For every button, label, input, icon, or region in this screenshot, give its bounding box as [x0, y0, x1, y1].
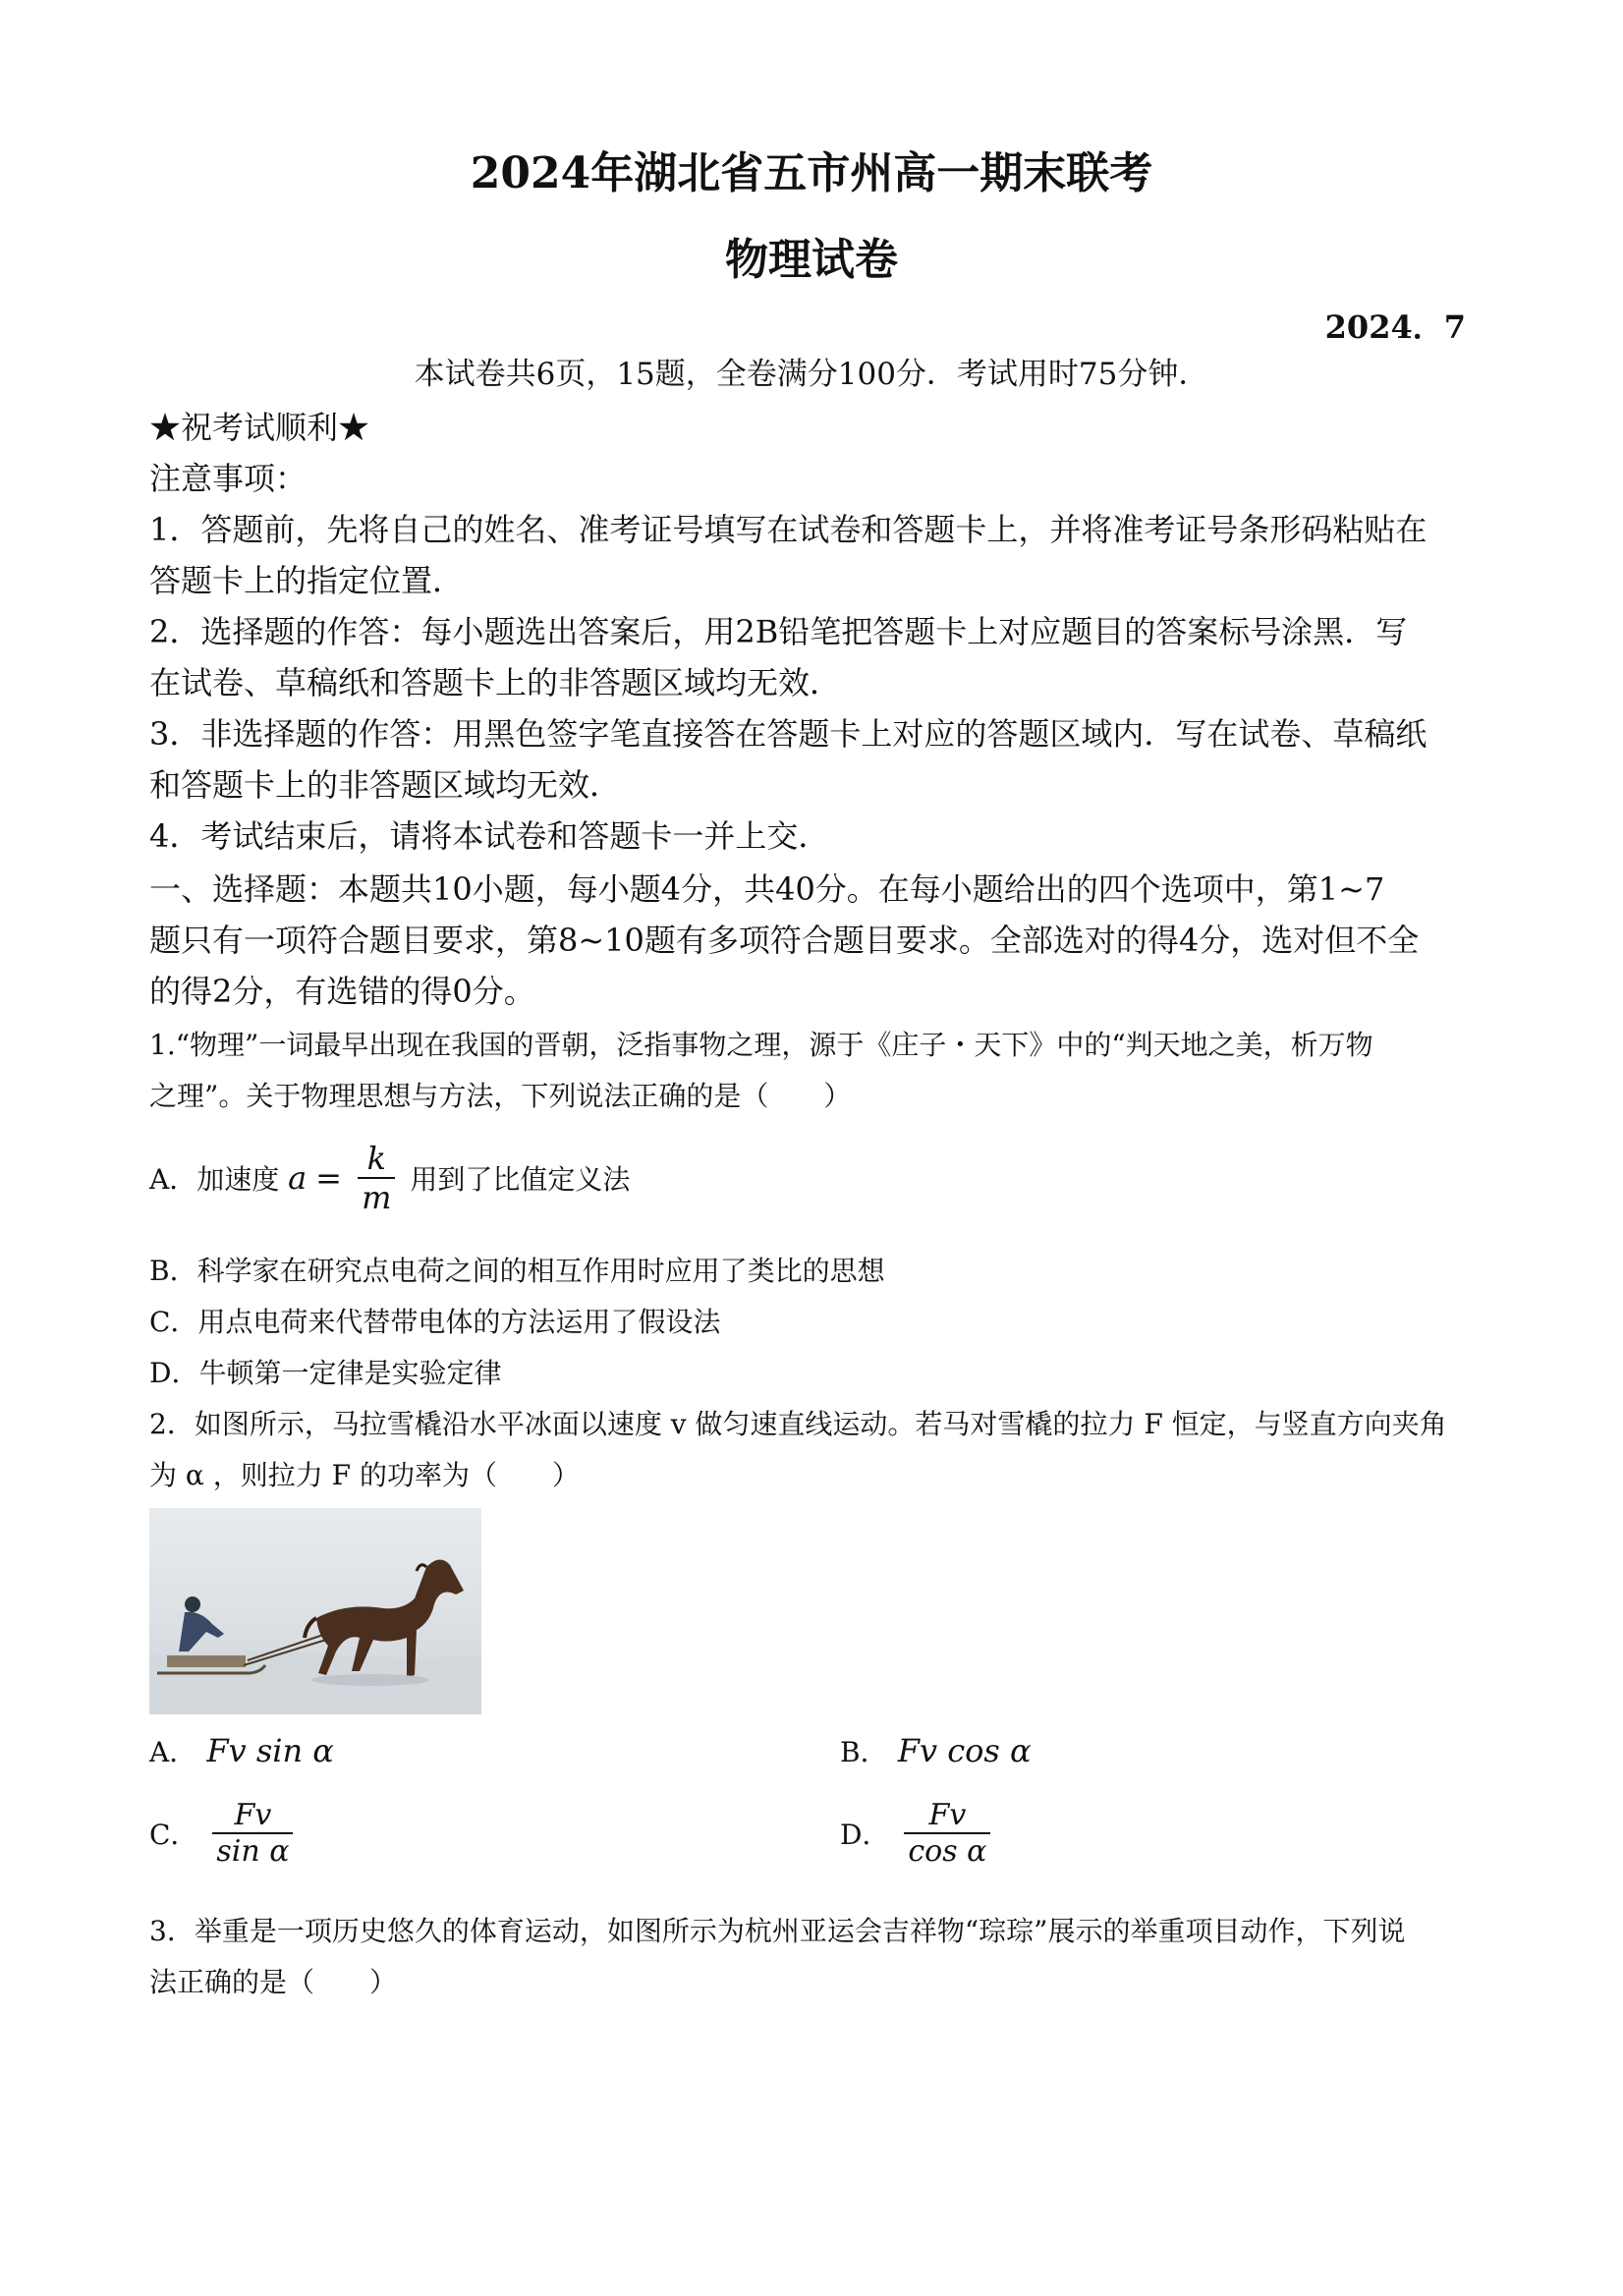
q1-option-a-var: a	[288, 1159, 308, 1197]
q2-option-d-fraction	[904, 1798, 990, 1869]
exam-info: 本试卷共6页，15题，全卷满分100分．考试用时75分钟．	[414, 357, 1209, 392]
q1-option-a	[149, 1140, 630, 1216]
horse-sled-photo	[149, 1508, 481, 1714]
fraction-denominator: sin α	[216, 1834, 290, 1869]
notice-line: 4．考试结束后，请将本试卷和答题卡一并上交．	[149, 817, 830, 855]
wish-line: ★祝考试顺利★	[149, 409, 370, 446]
q1-option-a-prefix: A．加速度	[149, 1163, 280, 1196]
fraction-numerator: Fv	[212, 1798, 293, 1834]
q1-option-a-eq: =	[315, 1159, 353, 1197]
question-1-text: 1.“物理”一词最早出现在我国的晋朝，泛指事物之理，源于《庄子・天下》中的“判天地之美，析万物	[149, 1029, 1373, 1061]
q2-option-c	[149, 1798, 299, 1869]
notice-line: 3．非选择题的作答：用黑色签字笔直接答在答题卡上对应的答题区域内．写在试卷、草稿纸	[149, 715, 1427, 753]
notice-heading: 注意事项：	[149, 460, 308, 497]
q2-option-c-fraction	[212, 1798, 293, 1869]
q1-option-b: B．科学家在研究点电荷之间的相互作用时应用了类比的思想	[149, 1255, 885, 1287]
exam-subtitle: 物理试卷	[725, 235, 898, 285]
q1-option-a-fraction	[358, 1140, 395, 1216]
fraction-denominator: cos α	[908, 1834, 987, 1869]
q2-option-d-label: D．	[840, 1819, 890, 1851]
question-3-text: 法正确的是（ ）	[149, 1966, 398, 1998]
question-3-text: 3．举重是一项历史悠久的体育运动，如图所示为杭州亚运会吉祥物“琮琮”展示的举重项目动作，下列说	[149, 1915, 1406, 1947]
section-instructions: 的得2分，有选错的得0分。	[149, 973, 535, 1010]
q2-option-b	[840, 1731, 1032, 1770]
question-2-text: 2．如图所示，马拉雪橇沿水平冰面以速度 v 做匀速直线运动。若马对雪橇的拉力 F 恒定，与竖直方向夹角	[149, 1408, 1447, 1440]
fraction-numerator: Fv	[904, 1798, 990, 1834]
q2-option-a-expr: Fv sin α	[206, 1732, 334, 1769]
question-2-text: 为 α ，则拉力 F 的功率为（ ）	[149, 1459, 580, 1491]
q2-option-c-label: C．	[149, 1819, 198, 1851]
exam-date: 2024．7	[1324, 308, 1466, 346]
q1-option-d: D．牛顿第一定律是实验定律	[149, 1357, 502, 1389]
notice-line: 1．答题前，先将自己的姓名、准考证号填写在试卷和答题卡上，并将准考证号条形码粘贴在	[149, 511, 1427, 548]
notice-line: 答题卡上的指定位置．	[149, 562, 465, 599]
fraction-denominator: m	[362, 1179, 392, 1216]
q1-option-a-suffix: 用到了比值定义法	[410, 1163, 631, 1196]
q2-option-a	[149, 1731, 334, 1770]
q2-option-d	[840, 1798, 996, 1869]
notice-line: 2．选择题的作答：每小题选出答案后，用2B铅笔把答题卡上对应题目的答案标号涂黑．写	[149, 613, 1408, 650]
q1-option-c: C．用点电荷来代替带电体的方法运用了假设法	[149, 1306, 721, 1338]
fraction-numerator: k	[358, 1140, 395, 1179]
question-1-text: 之理”。关于物理思想与方法，下列说法正确的是（ ）	[149, 1080, 852, 1112]
q2-option-a-label: A．	[149, 1736, 197, 1768]
q2-option-b-expr: Fv cos α	[897, 1732, 1032, 1769]
section-instructions: 题只有一项符合题目要求，第8~10题有多项符合题目要求。全部选对的得4分，选对但不全	[149, 922, 1420, 959]
section-instructions: 一、选择题：本题共10小题，每小题4分，共40分。在每小题给出的四个选项中，第1~7	[149, 870, 1385, 908]
notice-line: 和答题卡上的非答题区域均无效．	[149, 766, 622, 804]
q2-option-b-label: B．	[840, 1736, 888, 1768]
exam-title: 2024年湖北省五市州高一期末联考	[470, 148, 1153, 198]
notice-line: 在试卷、草稿纸和答题卡上的非答题区域均无效．	[149, 664, 842, 701]
